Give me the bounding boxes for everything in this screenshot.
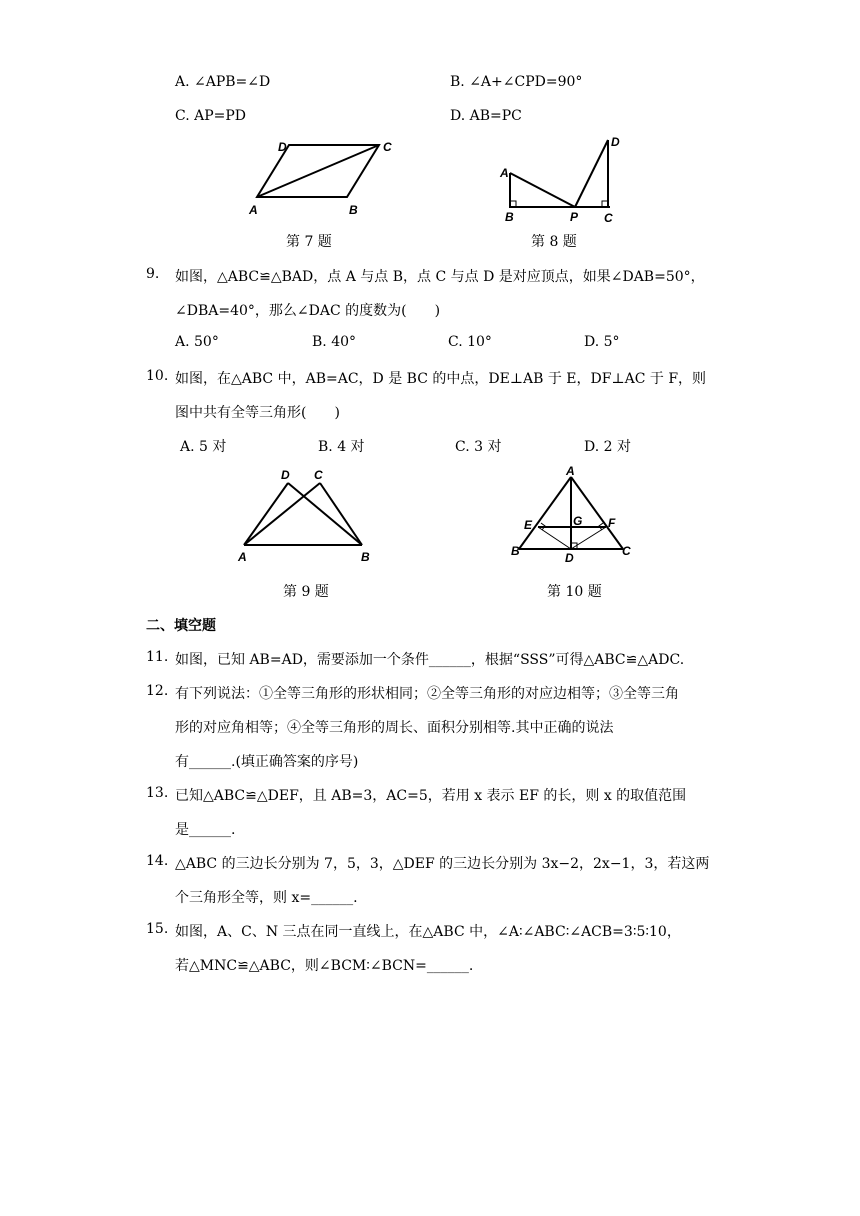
fig9-caption: 第 9 题: [283, 584, 329, 600]
q15-line-1: 如图，A、C、N 三点在同一直线上，在△ABC 中，∠A∶∠ABC∶∠ACB=3∶5∶10，: [175, 924, 681, 940]
q9-option-d: D. 5°: [584, 334, 620, 350]
q9-line-1: 如图，△ABC≌△BAD，点 A 与点 B，点 C 与点 D 是对应顶点，如果∠DAB=50°，: [175, 269, 705, 285]
q9-option-b: B. 40°: [312, 334, 357, 350]
q10-option-b: B. 4 对: [318, 439, 365, 455]
fig9-label-d: D: [281, 468, 290, 482]
fig9-label-c: C: [314, 468, 323, 482]
fig7-caption: 第 7 题: [286, 234, 332, 250]
fig7-label-c: C: [383, 140, 392, 154]
q10-option-c: C. 3 对: [455, 439, 502, 455]
q15-line-2: 若△MNC≌△ABC，则∠BCM∶∠BCN=______.: [175, 958, 474, 974]
q14-line-2: 个三角形全等，则 x=______.: [175, 890, 358, 906]
fig8-label-d: D: [611, 135, 620, 149]
q10-option-d: D. 2 对: [584, 439, 631, 455]
q12-line-1: 有下列说法：①全等三角形的形状相同；②全等三角形的对应边相等；③全等三角: [175, 686, 679, 702]
fig7-label-a: A: [249, 203, 258, 217]
fig7-label-d: D: [278, 140, 287, 154]
q8-option-c: C. AP=PD: [175, 108, 247, 124]
fig7-label-b: B: [349, 203, 358, 217]
q8-option-b: B. ∠A+∠CPD=90°: [450, 74, 583, 90]
fig10-label-a: A: [566, 464, 575, 478]
q15-number: 15.: [146, 921, 169, 937]
q9-option-c: C. 10°: [448, 334, 492, 350]
fig9-label-b: B: [361, 550, 370, 564]
q8-option-d: D. AB=PC: [450, 108, 522, 124]
fig8-caption: 第 8 题: [531, 234, 577, 250]
q11-number: 11.: [146, 649, 169, 665]
section-title-fill-in: 二、填空题: [146, 618, 216, 634]
q10-number: 10.: [146, 368, 169, 384]
q9-number: 9.: [146, 266, 160, 282]
q13-number: 13.: [146, 785, 169, 801]
fig9-label-a: A: [238, 550, 247, 564]
fig10-label-c: C: [622, 544, 631, 558]
q9-option-a: A. 50°: [175, 334, 219, 350]
fig10-caption: 第 10 题: [547, 584, 602, 600]
q13-line-2: 是______.: [175, 822, 236, 838]
fig10-label-e: E: [524, 518, 533, 532]
q10-line-2: 图中共有全等三角形( ): [175, 405, 340, 421]
q10-line-1: 如图，在△ABC 中，AB=AC，D 是 BC 的中点，DE⊥AB 于 E，DF⊥AC 于 F，则: [175, 371, 707, 387]
q9-line-2: ∠DBA=40°，那么∠DAC 的度数为( ): [175, 303, 441, 319]
fig8-label-b: B: [505, 210, 514, 224]
q8-option-a: A. ∠APB=∠D: [175, 74, 271, 90]
q12-line-3: 有______.(填正确答案的序号): [175, 754, 359, 770]
fig8-label-a: A: [500, 166, 509, 180]
fig10-label-b: B: [511, 544, 520, 558]
q12-line-2: 形的对应角相等；④全等三角形的周长、面积分别相等.其中正确的说法: [175, 720, 614, 736]
fig10-label-g: G: [573, 514, 583, 528]
fig8-label-c: C: [604, 211, 613, 225]
q14-number: 14.: [146, 853, 169, 869]
q13-line-1: 已知△ABC≌△DEF，且 AB=3，AC=5，若用 x 表示 EF 的长，则 x 的取值范围: [175, 788, 687, 804]
q12-number: 12.: [146, 683, 169, 699]
q14-line-1: △ABC 的三边长分别为 7，5，3，△DEF 的三边长分别为 3x−2，2x−1，3，若这两: [175, 856, 710, 872]
q11-line-1: 如图，已知 AB=AD，需要添加一个条件______，根据“SSS”可得△ABC≌△ADC.: [175, 652, 685, 668]
fig10-label-f: F: [608, 516, 616, 530]
q10-option-a: A. 5 对: [180, 439, 227, 455]
fig10-label-d: D: [565, 551, 574, 565]
fig8-label-p: P: [570, 210, 579, 224]
